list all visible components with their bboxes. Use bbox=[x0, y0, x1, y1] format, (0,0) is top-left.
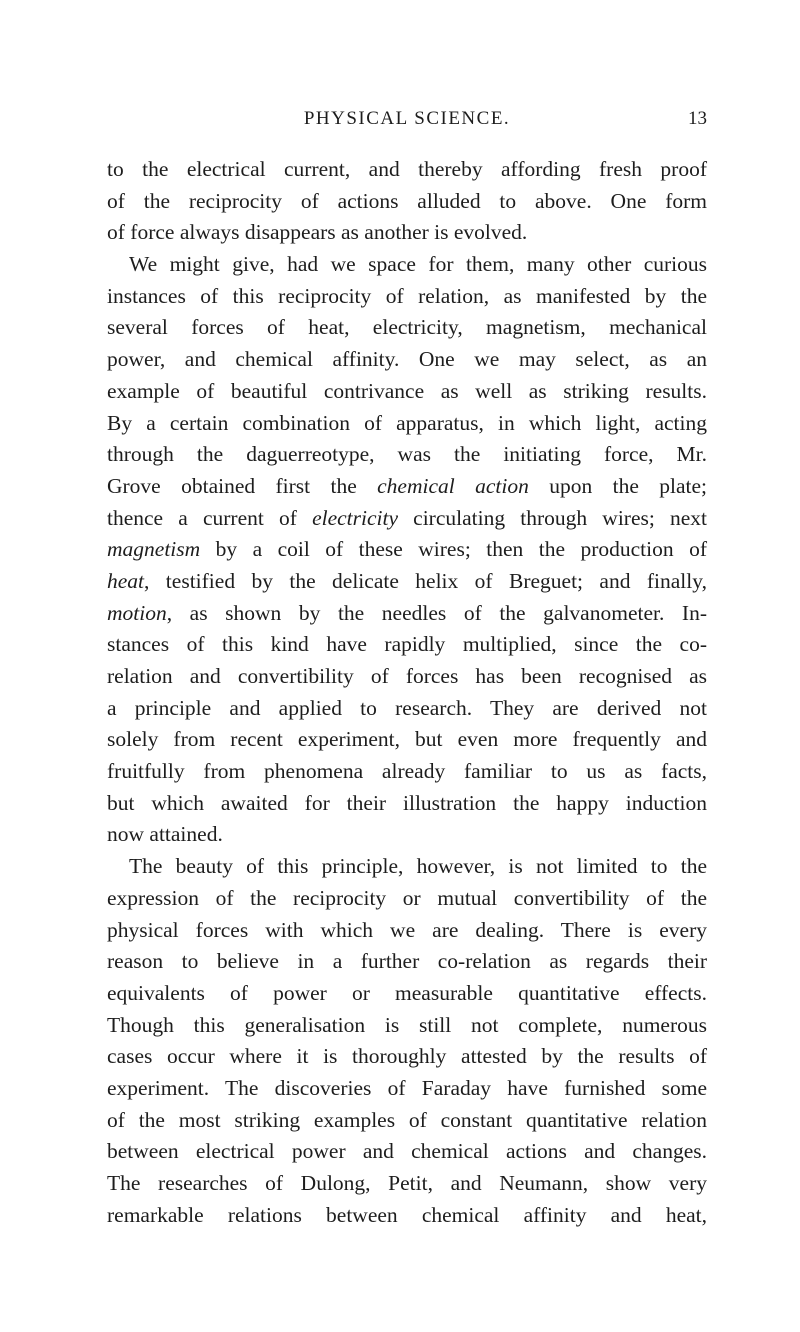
text-segment: solely from recent experiment, but even more frequently and bbox=[107, 727, 707, 752]
text-segment: thence a current of bbox=[107, 505, 313, 530]
text-line bbox=[107, 788, 707, 820]
text-line bbox=[107, 915, 707, 947]
text-segment: physical forces with which we are dealing. There is every bbox=[107, 917, 707, 942]
text-segment: reason to believe in a further co-relation as regards their bbox=[107, 949, 707, 974]
italic-text: motion bbox=[107, 600, 167, 625]
text-segment: to the electrical current, and thereby affording fresh proof bbox=[107, 157, 707, 181]
text-segment: instances of this reciprocity of relation, as manifested by the bbox=[107, 283, 707, 308]
running-title: PHYSICAL SCIENCE. bbox=[303, 108, 511, 129]
text-line bbox=[107, 1041, 707, 1073]
text-line bbox=[107, 629, 707, 661]
text-segment: power, and chemical affinity. One we may select, as an bbox=[107, 347, 707, 372]
text-line bbox=[107, 724, 707, 756]
text-line bbox=[107, 1073, 707, 1105]
text-line bbox=[107, 819, 707, 851]
text-line bbox=[107, 946, 707, 978]
text-line bbox=[107, 534, 707, 566]
text-segment: a principle and applied to research. They are derived not bbox=[107, 695, 707, 720]
text-line bbox=[107, 376, 707, 408]
text-segment: by a coil of these wires; then the production of bbox=[200, 537, 707, 562]
text-line bbox=[107, 851, 707, 883]
text-segment: remarkable relations between chemical affinity and heat, bbox=[107, 1202, 707, 1227]
text-segment: experiment. The discoveries of Faraday have furnished some bbox=[107, 1075, 707, 1100]
text-line bbox=[107, 312, 707, 344]
text-segment: Though this generalisation is still not complete, numerous bbox=[107, 1012, 707, 1037]
text-segment: Grove obtained first the bbox=[107, 473, 378, 498]
text-line bbox=[107, 1136, 707, 1168]
text-segment: By a certain combination of apparatus, in which light, acting bbox=[107, 410, 707, 435]
italic-text: electricity bbox=[312, 505, 399, 530]
text-segment: We might give, had we space for them, many other curious bbox=[129, 252, 707, 277]
text-segment: through the daguerreotype, was the initiating force, Mr. bbox=[107, 442, 707, 467]
text-segment: of the most striking examples of constant quantitative relation bbox=[107, 1107, 707, 1132]
page-number: 13 bbox=[688, 108, 707, 129]
running-header bbox=[107, 108, 707, 138]
text-line bbox=[107, 154, 707, 186]
text-line bbox=[107, 408, 707, 440]
text-segment: stances of this kind have rapidly multiplied, since the co- bbox=[107, 632, 707, 657]
text-segment: several forces of heat, electricity, magnetism, mechanical bbox=[107, 315, 707, 340]
text-segment: , as shown by the needles of the galvanometer. In- bbox=[166, 600, 707, 625]
italic-text: magnetism bbox=[107, 537, 201, 562]
text-segment: between electrical power and chemical actions and changes. bbox=[107, 1139, 707, 1164]
text-line bbox=[107, 1105, 707, 1137]
text-line bbox=[107, 756, 707, 788]
text-line bbox=[107, 693, 707, 725]
text-line bbox=[107, 186, 707, 218]
text-segment: expression of the reciprocity or mutual convertibility of the bbox=[107, 885, 707, 910]
text-segment: of force always disappears as another is evolved. bbox=[107, 220, 528, 245]
text-line bbox=[107, 1200, 707, 1232]
text-segment: circulating through wires; next bbox=[398, 505, 708, 530]
text-line bbox=[107, 217, 707, 249]
text-segment: now attained. bbox=[107, 822, 223, 847]
text-line bbox=[107, 1168, 707, 1200]
text-line bbox=[107, 281, 707, 313]
text-segment: The beauty of this principle, however, is not limited to the bbox=[129, 854, 707, 879]
text-segment: upon the plate; bbox=[528, 473, 707, 498]
text-line bbox=[107, 471, 707, 503]
text-line bbox=[107, 439, 707, 471]
text-line bbox=[107, 566, 707, 598]
text-segment: The researches of Dulong, Petit, and Neumann, show very bbox=[107, 1171, 707, 1195]
text-segment: fruitfully from phenomena already familiar to us as facts, bbox=[107, 759, 707, 784]
text-segment: relation and convertibility of forces has been recognised as bbox=[107, 664, 707, 688]
text-line bbox=[107, 598, 707, 630]
text-line bbox=[107, 249, 707, 281]
text-segment: cases occur where it is thoroughly attested by the results of bbox=[107, 1044, 707, 1069]
text-line bbox=[107, 978, 707, 1010]
text-line bbox=[107, 883, 707, 915]
body-text bbox=[107, 154, 707, 1231]
text-line bbox=[107, 661, 707, 693]
text-line bbox=[107, 1010, 707, 1042]
text-segment: but which awaited for their illustration the happy induction bbox=[107, 790, 707, 815]
text-segment: example of beautiful contrivance as well as striking results. bbox=[107, 378, 707, 403]
text-segment: equivalents of power or measurable quantitative effects. bbox=[107, 980, 707, 1005]
text-segment: of the reciprocity of actions alluded to above. One form bbox=[107, 188, 707, 213]
text-segment: , testified by the delicate helix of Breguet; and finally, bbox=[144, 568, 707, 593]
italic-text: chemical action bbox=[377, 473, 529, 498]
text-line bbox=[107, 503, 707, 535]
italic-text: heat bbox=[107, 568, 145, 593]
text-line bbox=[107, 344, 707, 376]
